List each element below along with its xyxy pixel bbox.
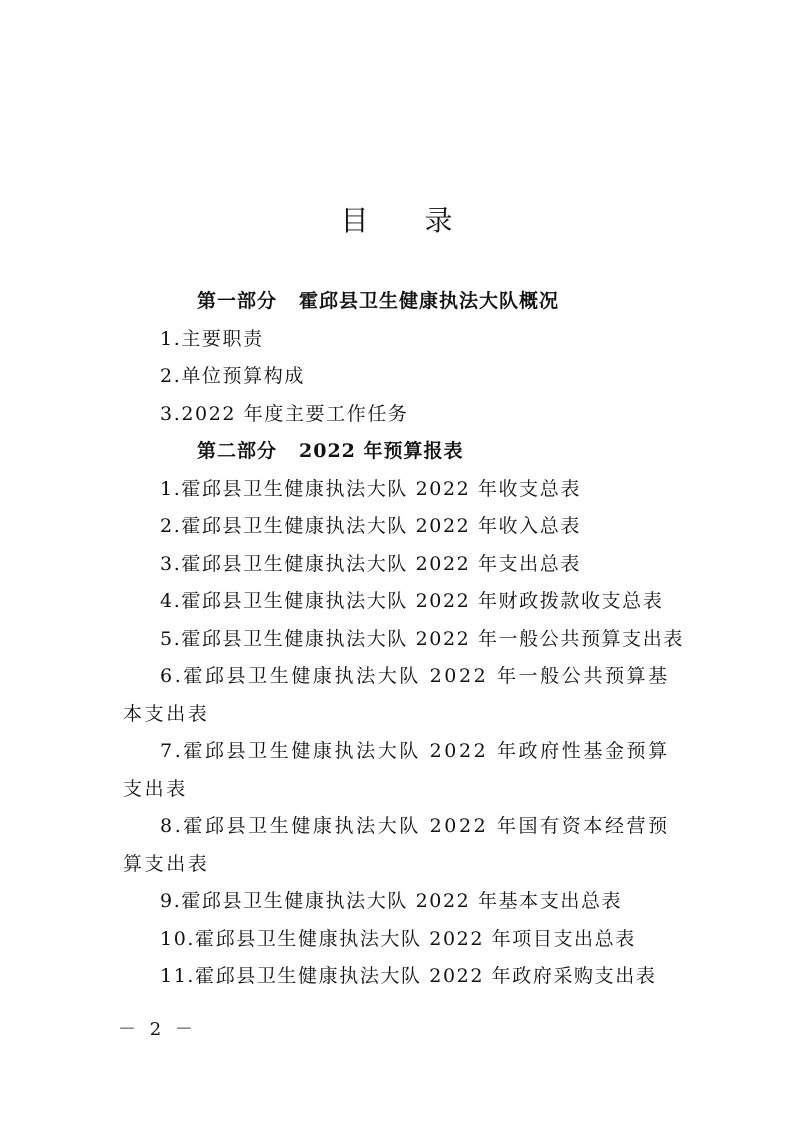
toc-entry[interactable]: 5.霍邱县卫生健康执法大队 2022 年一般公共预算支出表 <box>160 627 684 650</box>
section-label: 第二部分 <box>197 440 278 462</box>
toc-entry[interactable]: 2.霍邱县卫生健康执法大队 2022 年收入总表 <box>160 515 581 537</box>
toc-entry[interactable]: 9.霍邱县卫生健康执法大队 2022 年基本支出总表 <box>160 890 623 912</box>
toc-section-part1[interactable] <box>123 283 683 321</box>
toc-entry[interactable]: 1.霍邱县卫生健康执法大队 2022 年收支总表 <box>160 477 581 500</box>
toc-title <box>0 196 793 246</box>
table-of-contents <box>123 283 683 996</box>
section-label: 第一部分 <box>197 290 278 312</box>
toc-entry[interactable]: 10.霍邱县卫生健康执法大队 2022 年项目支出总表 <box>160 927 636 950</box>
toc-entry[interactable]: 8.霍邱县卫生健康执法大队 2022 年国有资本经营预算支出表 <box>123 815 670 875</box>
toc-entry[interactable]: 1.主要职责 <box>160 327 264 350</box>
toc-section-part2[interactable] <box>123 433 683 471</box>
toc-title-char-1: 目 <box>340 204 369 237</box>
toc-entry[interactable]: 2.单位预算构成 <box>160 365 305 387</box>
toc-entry[interactable]: 11.霍邱县卫生健康执法大队 2022 年政府采购支出表 <box>160 965 657 987</box>
toc-entry[interactable]: 3.2022 年度主要工作任务 <box>160 402 409 425</box>
toc-entry[interactable]: 3.霍邱县卫生健康执法大队 2022 年支出总表 <box>160 552 581 575</box>
toc-title-char-2: 录 <box>424 204 453 237</box>
section-heading: 2022 年预算报表 <box>299 440 464 462</box>
toc-entry[interactable]: 4.霍邱县卫生健康执法大队 2022 年财政拨款收支总表 <box>160 590 664 612</box>
section-heading: 霍邱县卫生健康执法大队概况 <box>299 290 560 312</box>
toc-entry[interactable]: 7.霍邱县卫生健康执法大队 2022 年政府性基金预算支出表 <box>123 740 670 800</box>
page-number: － 2 － <box>118 1019 197 1040</box>
toc-entry[interactable]: 6.霍邱县卫生健康执法大队 2022 年一般公共预算基本支出表 <box>123 665 670 725</box>
